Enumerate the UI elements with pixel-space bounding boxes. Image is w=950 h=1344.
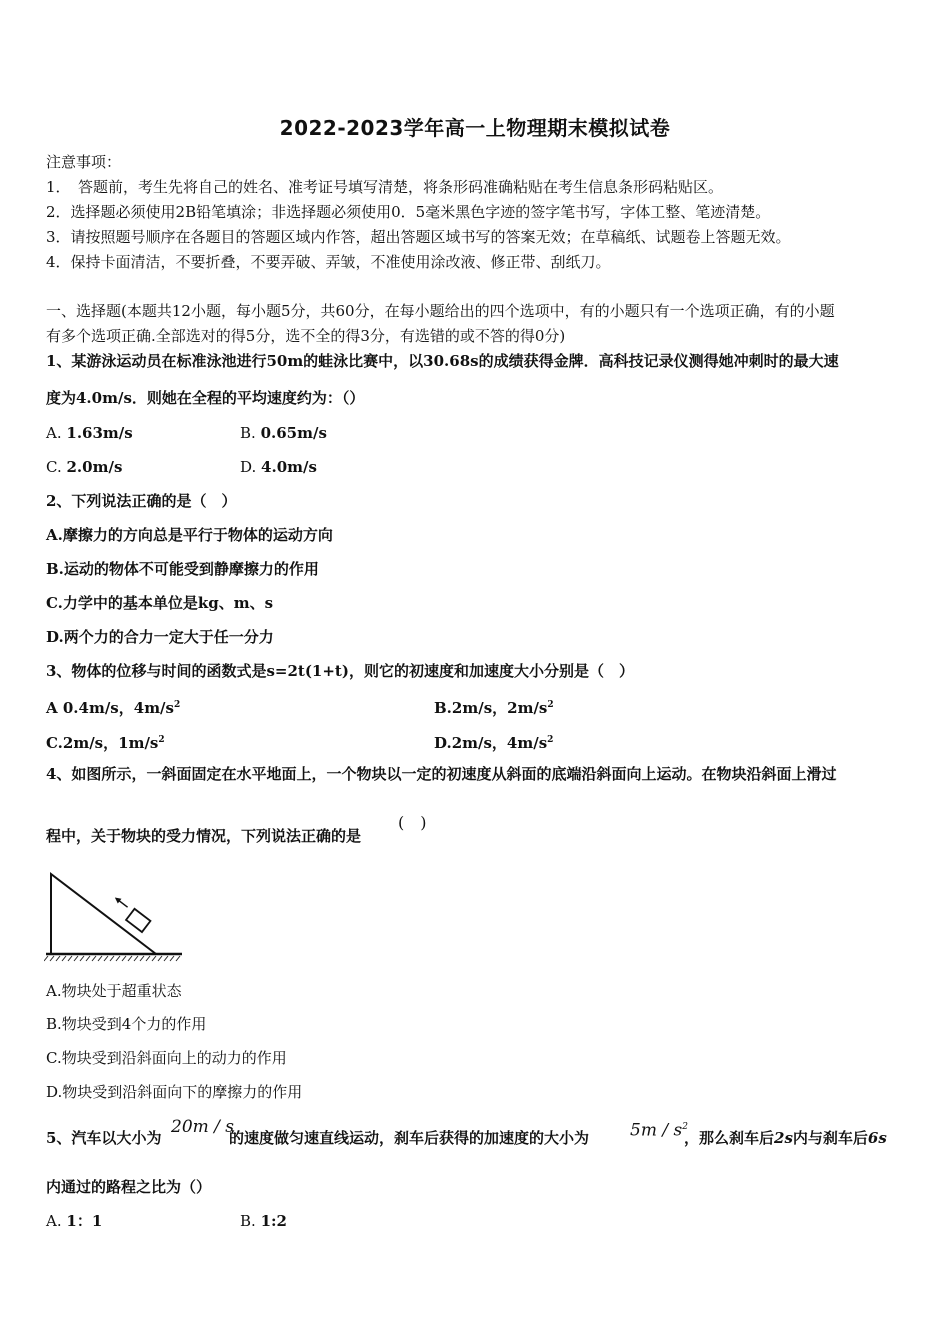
q4-stem-line2: 程中，关于物块的受力情况，下列说法正确的是	[46, 827, 362, 845]
q4-option-c: C.物块受到沿斜面向上的动力的作用	[46, 1049, 287, 1067]
q5-time2: 6s	[867, 1129, 887, 1147]
q3-option-c-text: C.2m/s，1m/s	[46, 734, 159, 752]
section1-line1: 一、选择题(本题共12小题，每小题5分，共60分，在每小题给出的四个选项中，有的小题只有一个选项正确，有的小题	[46, 302, 835, 320]
notice-item-1: 1． 答题前，考生先将自己的姓名、准考证号填写清楚，将条形码准确粘贴在考生信息条形码粘贴区。	[46, 178, 724, 196]
q3-option-b-text: B.2m/s，2m/s	[434, 699, 548, 717]
q3-option-a-sup: 2	[173, 700, 181, 710]
q2-stem: 2、下列说法正确的是（ ）	[46, 492, 237, 510]
q1-option-c-label: C.	[46, 458, 62, 476]
q3-option-a	[46, 695, 180, 718]
q4-option-a: A.物块处于超重状态	[46, 982, 182, 1000]
q1-stem-line2: 度为4.0m/s．则她在全程的平均速度约为：（）	[46, 389, 365, 407]
q1-option-a-label: A.	[46, 424, 62, 442]
q5-acceleration-sup: 2	[682, 1122, 688, 1132]
q3-stem-post: ，则它的初速度和加速度大小分别是（ ）	[348, 662, 634, 680]
q5-stem-end	[684, 1128, 887, 1148]
q1-option-b	[240, 423, 327, 443]
q3-option-d	[434, 730, 553, 753]
q5-post1: ，那么刹车后	[684, 1129, 775, 1147]
q2-option-b: B.运动的物体不可能受到静摩擦力的作用	[46, 560, 319, 578]
q5-velocity: 20m / s	[171, 1117, 235, 1137]
q5-option-b-label: B.	[240, 1212, 256, 1230]
q5-option-a-label: A.	[46, 1212, 62, 1230]
section1-line2: 有多个选项正确.全部选对的得5分，选不全的得3分，有选错的或不答的得0分)	[46, 327, 566, 345]
q3-formula: s=2t(1+t)	[266, 662, 349, 680]
q3-option-d-sup: 2	[547, 735, 554, 745]
q3-option-b-sup: 2	[547, 700, 554, 710]
q5-acceleration-value: 5m / s	[630, 1120, 683, 1141]
notice-heading: 注意事项：	[46, 153, 122, 171]
q2-option-a: A.摩擦力的方向总是平行于物体的运动方向	[46, 526, 333, 544]
q2-option-c: C.力学中的基本单位是kg、m、s	[46, 594, 274, 612]
q5-option-a-text: 1：1	[66, 1212, 103, 1230]
block	[126, 909, 150, 932]
q3-stem-pre: 3、物体的位移与时间的函数式是	[46, 662, 267, 680]
q1-option-b-text: 0.65m/s	[260, 424, 327, 442]
q5-stem-line1	[46, 1128, 161, 1148]
notice-item-3: 3．请按照题号顺序在各题目的答题区域内作答，超出答题区域书写的答案无效；在草稿纸、试题卷上答题无效。	[46, 228, 791, 246]
q5-stem-line2: 内通过的路程之比为（）	[46, 1178, 212, 1196]
notice-item-4: 4．保持卡面清洁，不要折叠，不要弄破、弄皱，不准使用涂改液、修正带、刮纸刀。	[46, 253, 611, 271]
q4-answer-paren: ( )	[398, 813, 427, 832]
incline-diagram	[44, 870, 184, 962]
q5-stem-pre: 5、汽车以大小为	[46, 1129, 162, 1147]
q5-option-a	[46, 1211, 102, 1231]
q1-option-d-text: 4.0m/s	[261, 458, 317, 476]
q3-option-d-text: D.2m/s，4m/s	[434, 734, 548, 752]
ground-hatch	[44, 956, 180, 961]
q5-acceleration	[630, 1117, 688, 1141]
q3-stem	[46, 661, 634, 681]
q2-option-d: D.两个力的合力一定大于任一分力	[46, 628, 274, 646]
q3-option-b	[434, 695, 554, 718]
page-title: 2022-2023学年高一上物理期末模拟试卷	[279, 116, 671, 140]
q1-stem-line1: 1、某游泳运动员在标准泳池进行50m的蛙泳比赛中，以30.68s的成绩获得金牌．高科技记录仪测得她冲刺时的最大速	[46, 352, 839, 370]
q1-option-a	[46, 423, 133, 443]
q4-option-b: B.物块受到4个力的作用	[46, 1015, 207, 1033]
q1-option-a-text: 1.63m/s	[66, 424, 133, 442]
q4-stem-line1: 4、如图所示，一斜面固定在水平地面上，一个物块以一定的初速度从斜面的底端沿斜面向上运动。在物块沿斜面上滑过	[46, 765, 837, 783]
q5-stem-mid: 的速度做匀速直线运动，刹车后获得的加速度的大小为	[229, 1129, 590, 1147]
velocity-arrow	[113, 895, 129, 909]
q1-option-c	[46, 457, 122, 477]
q5-post2: 内与刹车后	[792, 1129, 868, 1147]
q3-option-a-text: A 0.4m/s，4m/s	[46, 699, 174, 717]
q1-option-d-label: D.	[240, 458, 257, 476]
q5-option-b	[240, 1211, 287, 1231]
notice-item-2: 2．选择题必须使用2B铅笔填涂；非选择题必须使用0．5毫米黑色字迹的签字笔书写，字体工整、笔迹清楚。	[46, 203, 771, 221]
q5-option-b-text: 1:2	[260, 1212, 287, 1230]
q1-option-b-label: B.	[240, 424, 256, 442]
q4-option-d: D.物块受到沿斜面向下的摩擦力的作用	[46, 1083, 303, 1101]
q1-option-d	[240, 457, 317, 477]
q3-option-c	[46, 730, 165, 753]
q5-time1: 2s	[774, 1129, 793, 1147]
q1-option-c-text: 2.0m/s	[66, 458, 123, 476]
q3-option-c-sup: 2	[158, 735, 165, 745]
